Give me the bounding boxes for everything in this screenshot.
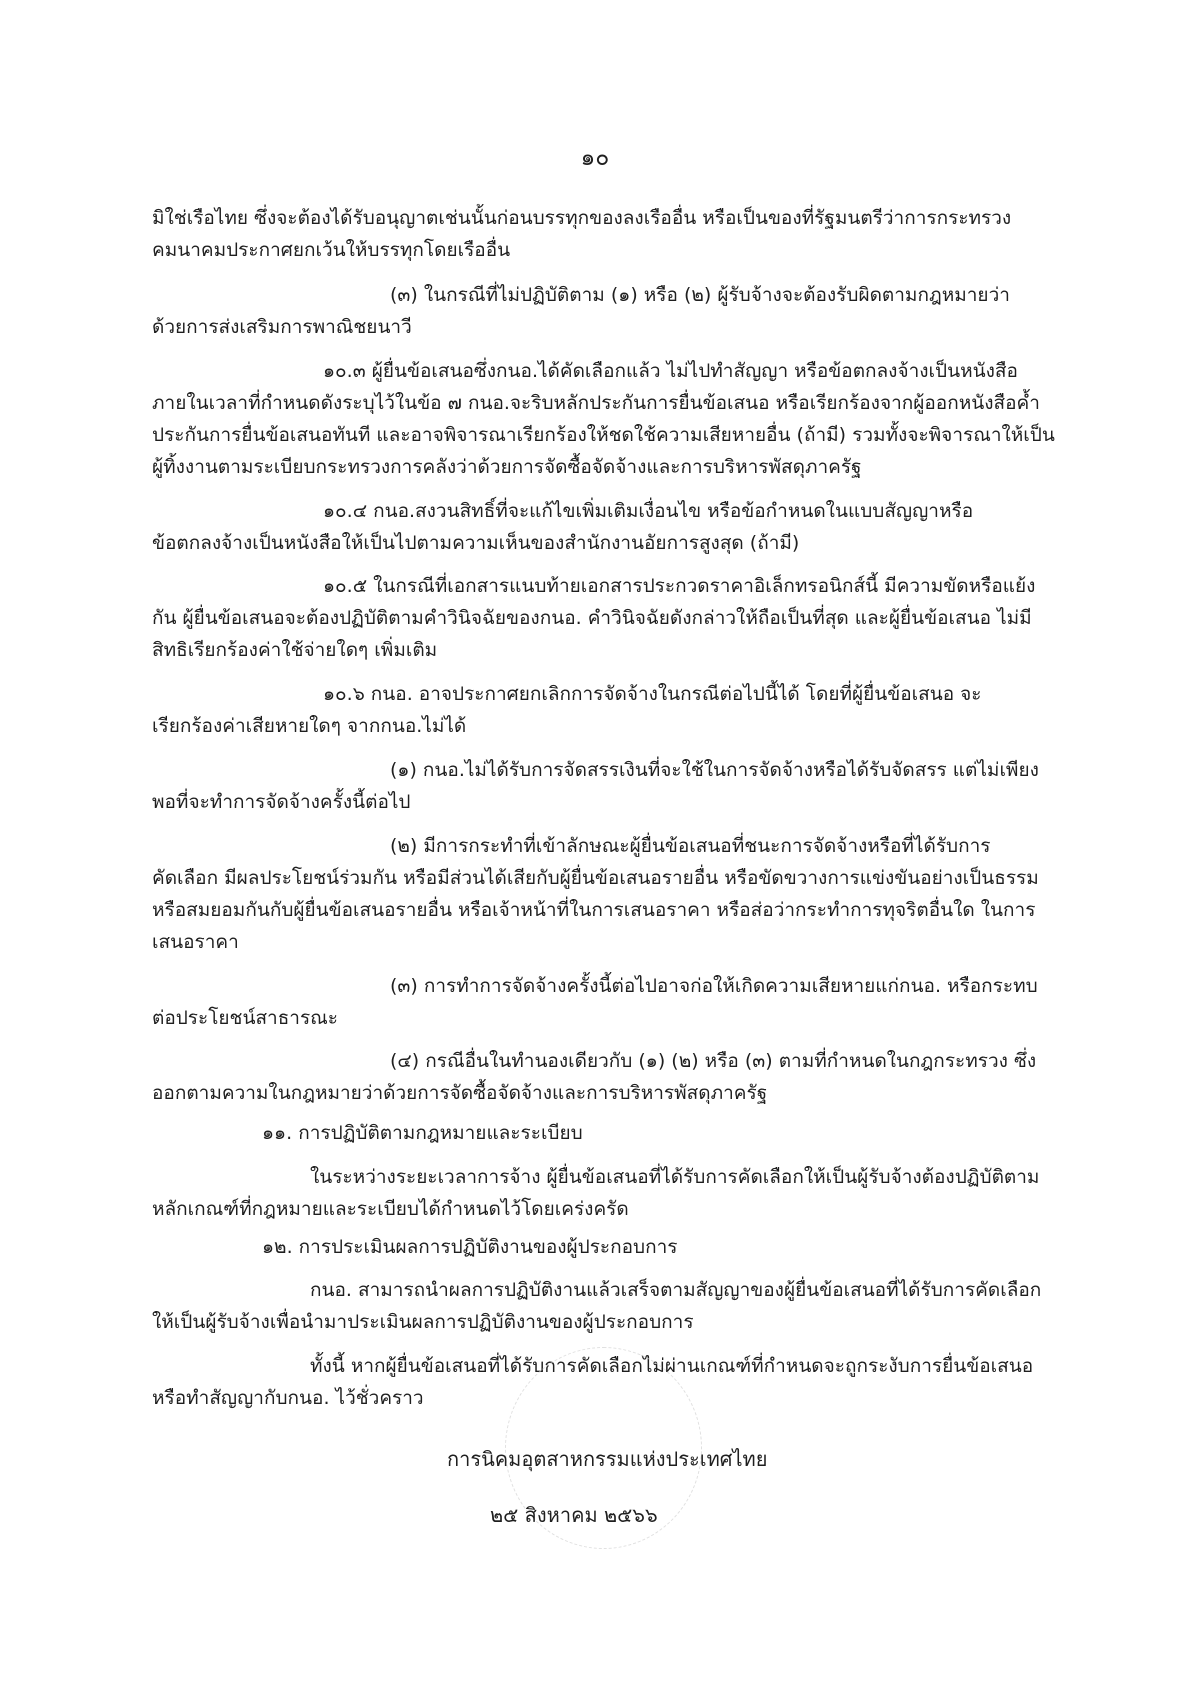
body-line: ต่อประโยชน์สาธารณะ (152, 1007, 339, 1029)
body-line: เสนอราคา (152, 931, 239, 953)
body-line: (๓) การทำการจัดจ้างครั้งนี้ต่อไปอาจก่อให้เกิดความเสียหายแก่กนอ. หรือกระทบ (390, 975, 1038, 997)
page-number: ๑๐ (580, 145, 610, 171)
body-line: เรียกร้องค่าเสียหายใดๆ จากกนอ.ไม่ได้ (152, 715, 467, 737)
body-line: ๑๐.๖ กนอ. อาจประกาศยกเลิกการจัดจ้างในกรณีต่อไปนี้ได้ โดยที่ผู้ยื่นข้อเสนอ จะ (323, 683, 982, 705)
body-line: ทั้งนี้ หากผู้ยื่นข้อเสนอที่ได้รับการคัดเลือกไม่ผ่านเกณฑ์ที่กำหนดจะถูกระงับการยื่นข้อเสนอ (310, 1355, 1034, 1377)
body-line: พอที่จะทำการจัดจ้างครั้งนี้ต่อไป (152, 791, 411, 813)
body-line: หรือสมยอมกันกับผู้ยื่นข้อเสนอรายอื่น หรือเจ้าหน้าที่ในการเสนอราคา หรือส่อว่ากระทำการทุจริตอื่นใด ในการ (152, 899, 1036, 921)
body-line: มิใช่เรือไทย ซึ่งจะต้องได้รับอนุญาตเช่นนั้นก่อนบรรทุกของลงเรืออื่น หรือเป็นของที่รัฐมนตรีว่าการกระทรวง (152, 207, 1012, 229)
body-line: ข้อตกลงจ้างเป็นหนังสือให้เป็นไปตามความเห็นของสำนักงานอัยการสูงสุด (ถ้ามี) (152, 532, 800, 554)
body-line: ด้วยการส่งเสริมการพาณิชยนาวี (152, 316, 412, 338)
body-line: (๑) กนอ.ไม่ได้รับการจัดสรรเงินที่จะใช้ในการจัดจ้างหรือได้รับจัดสรร แต่ไม่เพียง (390, 759, 1039, 781)
body-line: ๑๑. การปฏิบัติตามกฎหมายและระเบียบ (262, 1122, 583, 1144)
body-line: ๑๐.๔ กนอ.สงวนสิทธิ์ที่จะแก้ไขเพิ่มเติมเงื่อนไข หรือข้อกำหนดในแบบสัญญาหรือ (323, 500, 974, 522)
body-line: ๑๐.๓ ผู้ยื่นข้อเสนอซึ่งกนอ.ได้คัดเลือกแล้ว ไม่ไปทำสัญญา หรือข้อตกลงจ้างเป็นหนังสือ (323, 360, 1018, 382)
body-line: (๓) ในกรณีที่ไม่ปฏิบัติตาม (๑) หรือ (๒) ผู้รับจ้างจะต้องรับผิดตามกฎหมายว่า (390, 284, 1010, 306)
body-line: ในระหว่างระยะเวลาการจ้าง ผู้ยื่นข้อเสนอที่ได้รับการคัดเลือกให้เป็นผู้รับจ้างต้องปฏิบัติตาม (310, 1166, 1040, 1188)
body-line: ประกันการยื่นข้อเสนอทันที และอาจพิจารณาเรียกร้องให้ชดใช้ความเสียหายอื่น (ถ้ามี) รวมทั้งจะพิจารณาให้เป็น (152, 424, 1055, 446)
body-line: กนอ. สามารถนำผลการปฏิบัติงานแล้วเสร็จตามสัญญาของผู้ยื่นข้อเสนอที่ได้รับการคัดเลือก (310, 1279, 1042, 1301)
body-line: ให้เป็นผู้รับจ้างเพื่อนำมาประเมินผลการปฏิบัติงานของผู้ประกอบการ (152, 1311, 694, 1333)
body-line: หลักเกณฑ์ที่กฎหมายและระเบียบได้กำหนดไว้โดยเคร่งครัด (152, 1198, 629, 1220)
signature-date: ๒๕ สิงหาคม ๒๕๖๖ (490, 1503, 658, 1527)
body-line: ภายในเวลาที่กำหนดดังระบุไว้ในข้อ ๗ กนอ.จะริบหลักประกันการยื่นข้อเสนอ หรือเรียกร้องจากผู้ออกหนังสือค้ำ (152, 392, 1040, 414)
body-line: (๒) มีการกระทำที่เข้าลักษณะผู้ยื่นข้อเสนอที่ชนะการจัดจ้างหรือที่ได้รับการ (390, 835, 991, 857)
signature-organization: การนิคมอุตสาหกรรมแห่งประเทศไทย (447, 1447, 768, 1471)
body-line: กัน ผู้ยื่นข้อเสนอจะต้องปฏิบัติตามคำวินิจฉัยของกนอ. คำวินิจฉัยดังกล่าวให้ถือเป็นที่สุด และผู้ยื่นข้อเสนอ ไม่มี (152, 607, 1032, 629)
body-line: (๔) กรณีอื่นในทำนองเดียวกับ (๑) (๒) หรือ (๓) ตามที่กำหนดในกฎกระทรวง ซึ่ง (390, 1050, 1037, 1072)
body-line: ผู้ทิ้งงานตามระเบียบกระทรวงการคลังว่าด้วยการจัดซื้อจัดจ้างและการบริหารพัสดุภาครัฐ (152, 456, 862, 478)
body-line: หรือทำสัญญากับกนอ. ไว้ชั่วคราว (152, 1387, 424, 1409)
body-line: สิทธิเรียกร้องค่าใช้จ่ายใดๆ เพิ่มเติม (152, 639, 438, 661)
body-line: ออกตามความในกฎหมายว่าด้วยการจัดซื้อจัดจ้างและการบริหารพัสดุภาครัฐ (152, 1082, 768, 1104)
body-line: คมนาคมประกาศยกเว้นให้บรรทุกโดยเรืออื่น (152, 239, 511, 261)
body-line: ๑๐.๕ ในกรณีที่เอกสารแนบท้ายเอกสารประกวดราคาอิเล็กทรอนิกส์นี้ มีความขัดหรือแย้ง (323, 575, 1036, 597)
body-line: ๑๒. การประเมินผลการปฏิบัติงานของผู้ประกอบการ (262, 1236, 678, 1258)
body-line: คัดเลือก มีผลประโยชน์ร่วมกัน หรือมีส่วนได้เสียกับผู้ยื่นข้อเสนอรายอื่น หรือขัดขวางการแข่งขันอย่างเป็นธรรม (152, 867, 1039, 889)
